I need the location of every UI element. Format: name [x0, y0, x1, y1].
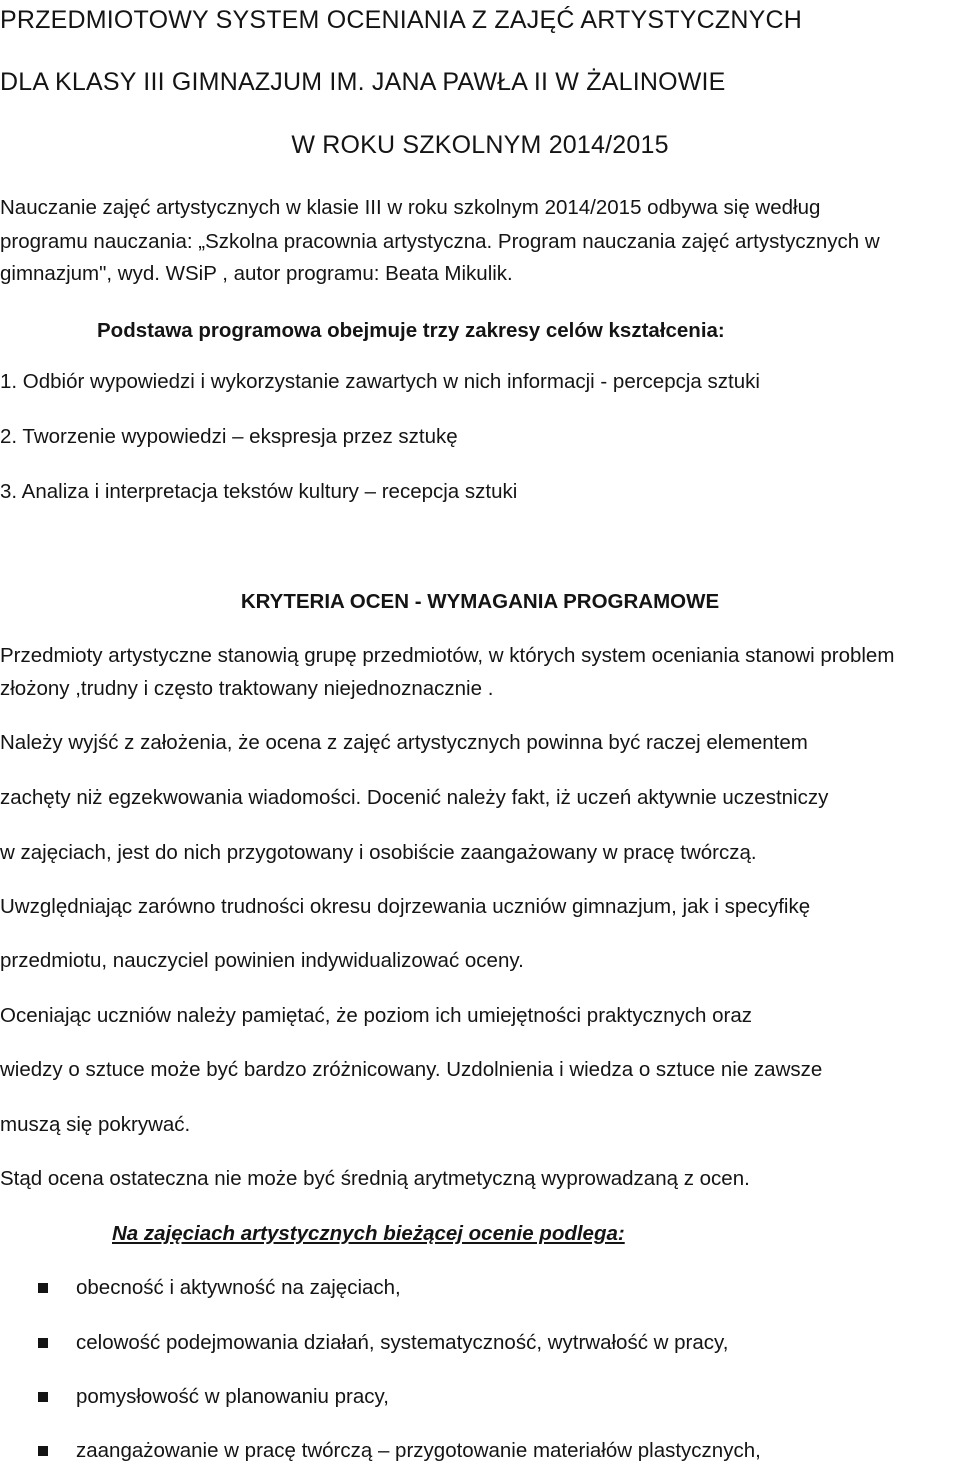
title-line-2: DLA KLASY III GIMNAZJUM IM. JANA PAWŁA II W ŻALINOWIE: [0, 68, 726, 96]
list-item-text: celowość podejmowania działań, systematyczność, wytrwałość w pracy,: [76, 1331, 729, 1354]
criteria-line-6: Uwzględniając zarówno trudności okresu dojrzewania uczniów gimnazjum, jak i specyfikę: [0, 895, 811, 918]
criteria-line-4: zachęty niż egzekwowania wiadomości. Docenić należy fakt, iż uczeń aktywnie uczestniczy: [0, 786, 829, 809]
criteria-line-5: w zajęciach, jest do nich przygotowany i osobiście zaangażowany w pracę twórczą.: [0, 841, 757, 864]
criteria-line-8: Oceniając uczniów należy pamiętać, że poziom ich umiejętności praktycznych oraz: [0, 1004, 753, 1027]
list-item-text: pomysłowość w planowaniu pracy,: [76, 1385, 389, 1408]
goal-item-2: 2. Tworzenie wypowiedzi – ekspresja przez sztukę: [0, 425, 458, 448]
intro-line-2: programu nauczania: „Szkolna pracownia artystyczna. Program nauczania zajęć artystycznych w: [0, 230, 880, 253]
square-bullet-icon: [38, 1392, 48, 1402]
goal-item-1: 1. Odbiór wypowiedzi i wykorzystanie zawartych w nich informacji - percepcja sztuki: [0, 370, 760, 393]
criteria-line-7: przedmiotu, nauczyciel powinien indywidualizować oceny.: [0, 949, 524, 972]
goals-heading: Podstawa programowa obejmuje trzy zakresy celów kształcenia:: [97, 319, 725, 342]
criteria-line-1: Przedmioty artystyczne stanowią grupę przedmiotów, w których system oceniania stanowi problem: [0, 644, 895, 667]
intro-line-1: Nauczanie zajęć artystycznych w klasie III w roku szkolnym 2014/2015 odbywa się według: [0, 196, 821, 219]
goal-item-3: 3. Analiza i interpretacja tekstów kultury – recepcja sztuki: [0, 480, 518, 503]
criteria-line-3: Należy wyjść z założenia, że ocena z zajęć artystycznych powinna być raczej elementem: [0, 731, 808, 754]
intro-line-3: gimnazjum", wyd. WSiP , autor programu: Beata Mikulik.: [0, 262, 513, 285]
list-item-text: zaangażowanie w pracę twórczą – przygotowanie materiałów plastycznych,: [76, 1439, 761, 1462]
square-bullet-icon: [38, 1338, 48, 1348]
square-bullet-icon: [38, 1283, 48, 1293]
title-line-1: PRZEDMIOTOWY SYSTEM OCENIANIA Z ZAJĘĆ ARTYSTYCZNYCH: [0, 6, 802, 34]
list-item-text: obecność i aktywność na zajęciach,: [76, 1276, 401, 1299]
criteria-line-10: muszą się pokrywać.: [0, 1113, 191, 1136]
square-bullet-icon: [38, 1446, 48, 1456]
title-line-3: W ROKU SZKOLNYM 2014/2015: [291, 131, 669, 159]
assessment-heading: Na zajęciach artystycznych bieżącej ocenie podlega:: [112, 1222, 625, 1245]
criteria-line-9: wiedzy o sztuce może być bardzo zróżnicowany. Uzdolnienia i wiedza o sztuce nie zawsze: [0, 1058, 823, 1081]
criteria-line-2: złożony ,trudny i często traktowany niejednoznacznie .: [0, 677, 494, 700]
criteria-heading: KRYTERIA OCEN - WYMAGANIA PROGRAMOWE: [240, 590, 720, 613]
criteria-line-11: Stąd ocena ostateczna nie może być średnią arytmetyczną wyprowadzaną z ocen.: [0, 1167, 750, 1190]
